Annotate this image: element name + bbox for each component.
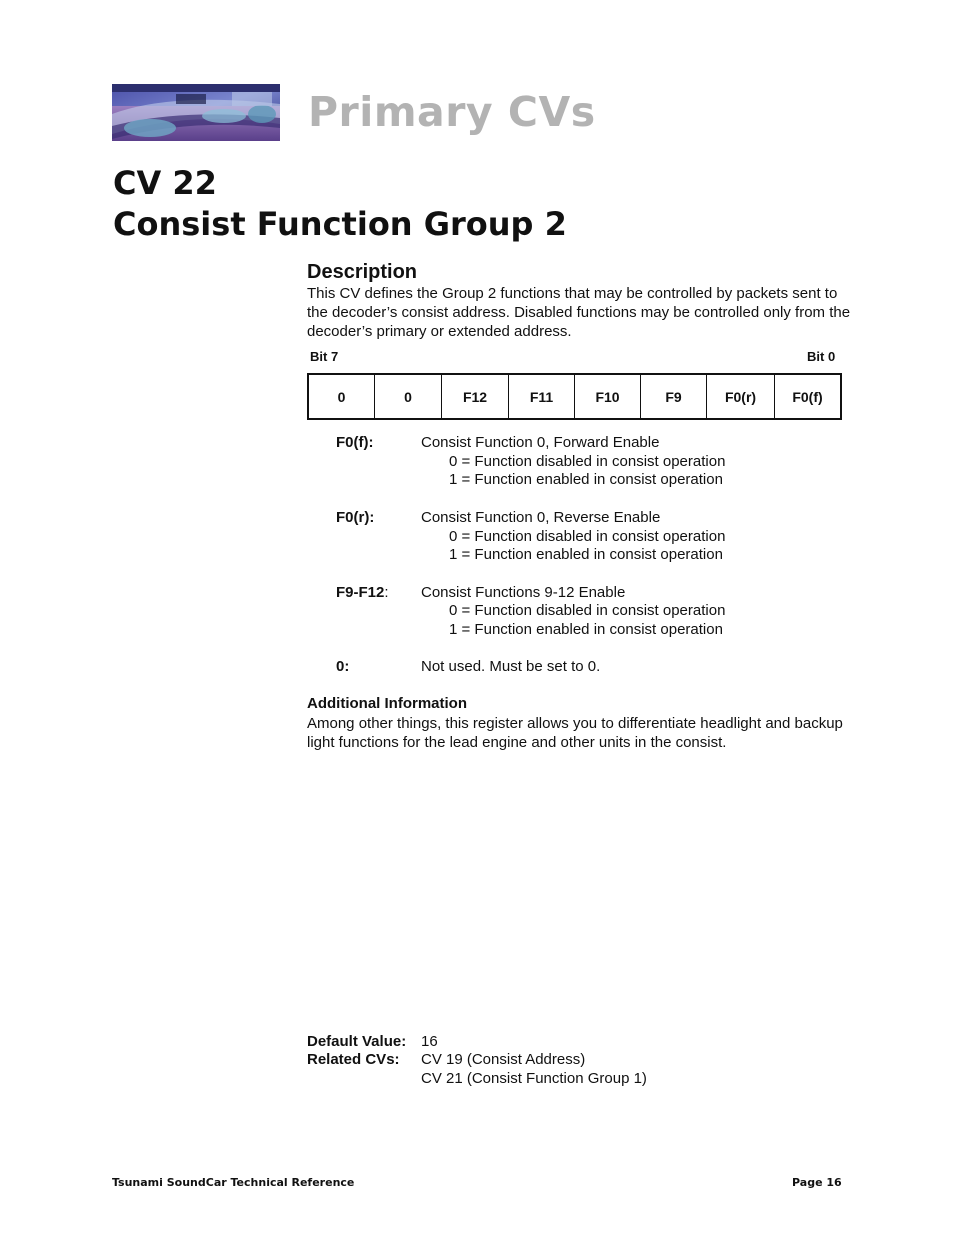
def-key-zero: 0: xyxy=(336,658,350,675)
def-title-f0r: Consist Function 0, Reverse Enable xyxy=(421,509,661,526)
def-opt1-f0f: 1 = Function enabled in consist operation xyxy=(449,471,723,488)
def-key-f0r: F0(r): xyxy=(336,509,375,526)
def-opt0-f9-f12: 0 = Function disabled in consist operation xyxy=(449,602,726,619)
bit7-label: Bit 7 xyxy=(310,349,339,364)
def-key-f9-f12-text: F9-F12 xyxy=(336,584,385,601)
default-value-label: Default Value: xyxy=(307,1033,407,1050)
bit-cell-4: F11 xyxy=(509,375,575,418)
bit0-label: Bit 0 xyxy=(807,349,836,364)
bit-table xyxy=(307,373,842,420)
section-title: Primary CVs xyxy=(308,88,596,136)
def-opt0-f0r: 0 = Function disabled in consist operation xyxy=(449,528,726,545)
additional-text: Among other things, this register allows you to differentiate headlight and backup light functions for the lead engine and other units in the consist. xyxy=(307,715,843,751)
bit-cell-0: F0(f) xyxy=(792,388,823,405)
related-cv-2: CV 21 (Consist Function Group 1) xyxy=(421,1070,647,1087)
def-opt0-f0f: 0 = Function disabled in consist operation xyxy=(449,453,726,470)
footer-page-number: Page 16 xyxy=(792,1176,842,1189)
def-key-colon: : xyxy=(384,584,389,601)
def-key-f0f: F0(f): xyxy=(336,434,374,451)
def-opt1-f9-f12: 1 = Function enabled in consist operation xyxy=(449,621,723,638)
bit-cell-1: F0(r) xyxy=(707,375,775,418)
header-photo xyxy=(112,84,280,141)
def-title-f9-f12: Consist Functions 9-12 Enable xyxy=(421,584,626,601)
cv-name: Consist Function Group 2 xyxy=(113,205,567,243)
additional-heading: Additional Information xyxy=(307,695,467,712)
related-cv-1: CV 19 (Consist Address) xyxy=(421,1051,586,1068)
bit-cell-6: 0 xyxy=(375,375,442,418)
bit-cell-2: F9 xyxy=(641,375,707,418)
footer-doc-title: Tsunami SoundCar Technical Reference xyxy=(112,1176,355,1189)
def-title-f0f: Consist Function 0, Forward Enable xyxy=(421,434,660,451)
bit-cell-3: F10 xyxy=(575,375,641,418)
cv-number: CV 22 xyxy=(113,164,217,202)
bit-cell-5: F12 xyxy=(442,375,509,418)
related-cvs-label: Related CVs: xyxy=(307,1051,400,1068)
def-opt1-f0r: 1 = Function enabled in consist operation xyxy=(449,546,723,563)
def-key-f9-f12 xyxy=(336,584,389,601)
bit-cell-7: 0 xyxy=(309,375,375,418)
default-value: 16 xyxy=(421,1033,438,1050)
description-text: This CV defines the Group 2 functions that may be controlled by packets sent to the decoder’s consist address. Disabled functions may be controlled only from the decoder’s primary or extended address. xyxy=(307,285,851,340)
def-title-zero: Not used. Must be set to 0. xyxy=(421,658,601,675)
description-heading: Description xyxy=(307,261,418,283)
